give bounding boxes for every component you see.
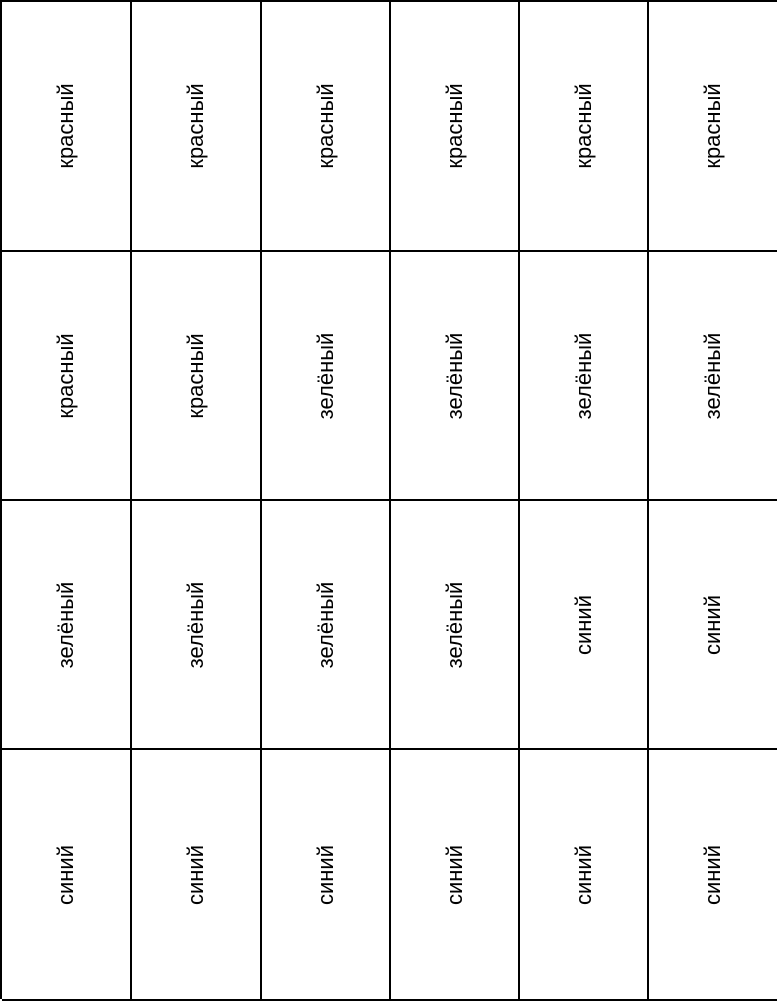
card bbox=[132, 252, 262, 501]
card-label: зелёный bbox=[570, 332, 596, 419]
card-label: красный bbox=[570, 83, 596, 169]
card-label: зелёный bbox=[53, 581, 78, 668]
card-label: зелёный bbox=[183, 581, 208, 668]
card-label: синий bbox=[570, 594, 596, 655]
card-label: зелёный bbox=[312, 332, 338, 419]
card-label: синий bbox=[53, 844, 78, 905]
card bbox=[262, 2, 391, 252]
card bbox=[262, 750, 391, 1001]
card bbox=[520, 750, 649, 1001]
card bbox=[2, 750, 132, 1001]
card bbox=[132, 2, 262, 252]
card bbox=[2, 2, 132, 252]
card-label: зелёный bbox=[700, 332, 725, 419]
card bbox=[2, 252, 132, 501]
card bbox=[649, 252, 777, 501]
card-label: синий bbox=[700, 594, 725, 655]
card-label: красный bbox=[441, 83, 467, 169]
card bbox=[391, 2, 520, 252]
card bbox=[520, 252, 649, 501]
card-label: синий bbox=[441, 844, 467, 905]
card-label: красный bbox=[53, 83, 78, 169]
card bbox=[649, 501, 777, 750]
card-label: красный bbox=[53, 332, 78, 419]
card-label: красный bbox=[700, 83, 725, 169]
card bbox=[391, 501, 520, 750]
card bbox=[391, 750, 520, 1001]
card bbox=[520, 2, 649, 252]
card bbox=[262, 501, 391, 750]
card bbox=[520, 501, 649, 750]
card bbox=[649, 2, 777, 252]
card-label: синий bbox=[312, 844, 338, 905]
card bbox=[2, 501, 132, 750]
card-label: красный bbox=[183, 332, 208, 419]
card-label: зелёный bbox=[312, 581, 338, 668]
card-label: синий bbox=[183, 844, 208, 905]
card-label: красный bbox=[312, 83, 338, 169]
card-label: красный bbox=[183, 83, 208, 169]
card bbox=[132, 750, 262, 1001]
card bbox=[262, 252, 391, 501]
card bbox=[391, 252, 520, 501]
card-label: зелёный bbox=[441, 581, 467, 668]
card-label: синий bbox=[700, 844, 725, 905]
card bbox=[649, 750, 777, 1001]
card bbox=[132, 501, 262, 750]
card-label: синий bbox=[570, 844, 596, 905]
card-label: зелёный bbox=[441, 332, 467, 419]
